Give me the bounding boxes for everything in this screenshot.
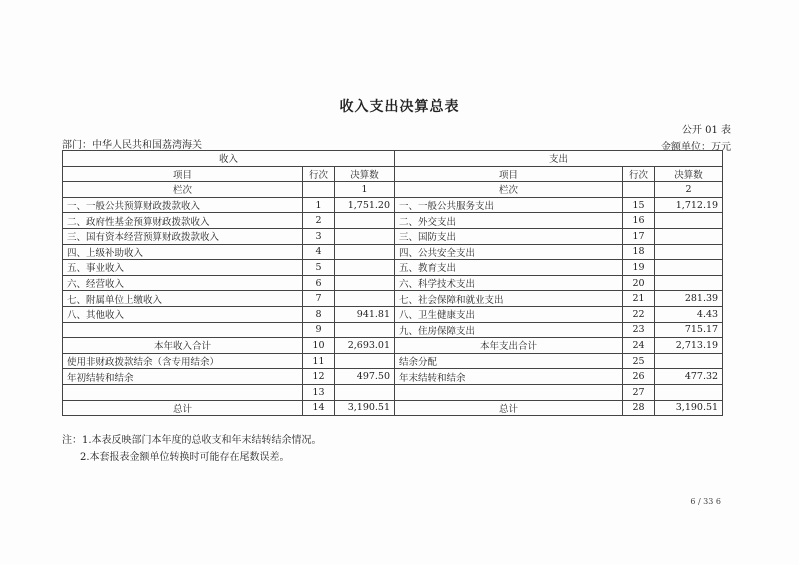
form-number: 公开 01 表 xyxy=(681,125,731,136)
income-amount-cell: 941.81 xyxy=(335,306,395,322)
table-row xyxy=(63,197,723,213)
expense-item-cell: 二、外交支出 xyxy=(395,213,623,229)
expense-amount-cell: 281.39 xyxy=(655,291,723,307)
table-row xyxy=(63,400,723,416)
income-item-cell: 总计 xyxy=(63,400,303,416)
table-row xyxy=(63,369,723,385)
table-row xyxy=(63,275,723,291)
expense-row-cell: 19 xyxy=(623,260,655,276)
expense-item-cell: 结余分配 xyxy=(395,353,623,369)
table-row xyxy=(63,322,723,338)
note-line-1: 注：1.本表反映部门本年度的总收支和年末结转结余情况。 xyxy=(62,435,322,446)
table-column-header-row xyxy=(63,166,723,182)
expense-item-cell: 一、一般公共服务支出 xyxy=(395,197,623,213)
income-row-cell: 14 xyxy=(303,400,335,416)
expense-amount-cell xyxy=(655,213,723,229)
notes xyxy=(62,432,322,466)
table-row xyxy=(63,384,723,400)
table-body xyxy=(63,197,723,415)
expense-amount-cell: 3,190.51 xyxy=(655,400,723,416)
table-row xyxy=(63,260,723,276)
income-row-cell: 11 xyxy=(303,353,335,369)
summary-table xyxy=(62,150,723,416)
expense-row-cell: 22 xyxy=(623,306,655,322)
income-index-number: 1 xyxy=(335,182,395,198)
table-row xyxy=(63,353,723,369)
expense-item-cell: 八、卫生健康支出 xyxy=(395,306,623,322)
income-amount-cell xyxy=(335,384,395,400)
amount-unit: 金额单位：万元 xyxy=(661,142,731,153)
income-amount-cell: 3,190.51 xyxy=(335,400,395,416)
income-item-cell: 八、其他收入 xyxy=(63,306,303,322)
income-row-header: 行次 xyxy=(303,166,335,182)
income-item-cell: 使用非财政拨款结余（含专用结余） xyxy=(63,353,303,369)
income-amount-cell: 1,751.20 xyxy=(335,197,395,213)
expense-amount-cell: 715.17 xyxy=(655,322,723,338)
income-amount-cell xyxy=(335,275,395,291)
department-label: 部门：中华人民共和国荔湾海关 xyxy=(62,140,202,151)
expense-amount-cell xyxy=(655,275,723,291)
page-title: 收入支出决算总表 xyxy=(339,99,460,115)
expense-row-cell: 24 xyxy=(623,338,655,354)
income-item-cell: 二、政府性基金预算财政拨款收入 xyxy=(63,213,303,229)
expense-row-cell: 20 xyxy=(623,275,655,291)
income-item-header: 项目 xyxy=(63,166,303,182)
expense-amount-cell xyxy=(655,244,723,260)
income-header: 收入 xyxy=(63,151,395,167)
table-row xyxy=(63,291,723,307)
expense-amount-cell xyxy=(655,260,723,276)
table-row xyxy=(63,306,723,322)
table-row xyxy=(63,338,723,354)
expense-row-cell: 26 xyxy=(623,369,655,385)
income-amount-cell xyxy=(335,228,395,244)
expense-header: 支出 xyxy=(395,151,723,167)
income-amount-cell xyxy=(335,244,395,260)
table-row xyxy=(63,244,723,260)
income-row-cell: 13 xyxy=(303,384,335,400)
expense-row-cell: 16 xyxy=(623,213,655,229)
income-item-cell: 三、国有资本经营预算财政拨款收入 xyxy=(63,228,303,244)
expense-amount-cell: 2,713.19 xyxy=(655,338,723,354)
income-amount-cell: 2,693.01 xyxy=(335,338,395,354)
expense-index-number: 2 xyxy=(655,182,723,198)
expense-row-cell: 18 xyxy=(623,244,655,260)
income-row-cell: 3 xyxy=(303,228,335,244)
expense-index-label: 栏次 xyxy=(395,182,623,198)
income-row-cell: 6 xyxy=(303,275,335,291)
page-number: 6 / 33 6 xyxy=(690,497,721,506)
income-row-cell: 10 xyxy=(303,338,335,354)
expense-amount-cell: 4.43 xyxy=(655,306,723,322)
income-item-cell: 四、上级补助收入 xyxy=(63,244,303,260)
income-amount-cell xyxy=(335,291,395,307)
income-item-cell: 七、附属单位上缴收入 xyxy=(63,291,303,307)
expense-amount-header: 决算数 xyxy=(655,166,723,182)
table-index-row xyxy=(63,182,723,198)
expense-item-cell: 六、科学技术支出 xyxy=(395,275,623,291)
expense-row-cell: 21 xyxy=(623,291,655,307)
expense-item-cell: 三、国防支出 xyxy=(395,228,623,244)
expense-row-cell: 15 xyxy=(623,197,655,213)
expense-item-cell: 本年支出合计 xyxy=(395,338,623,354)
income-item-cell: 五、事业收入 xyxy=(63,260,303,276)
expense-amount-cell: 477.32 xyxy=(655,369,723,385)
expense-amount-cell xyxy=(655,228,723,244)
expense-row-cell: 28 xyxy=(623,400,655,416)
income-row-cell: 9 xyxy=(303,322,335,338)
income-item-cell: 六、经营收入 xyxy=(63,275,303,291)
expense-item-cell xyxy=(395,384,623,400)
expense-item-cell: 年末结转和结余 xyxy=(395,369,623,385)
income-amount-cell xyxy=(335,260,395,276)
income-item-cell xyxy=(63,384,303,400)
note-line-2: 2.本套报表金额单位转换时可能存在尾数误差。 xyxy=(80,452,290,463)
income-item-cell: 本年收入合计 xyxy=(63,338,303,354)
expense-amount-cell xyxy=(655,353,723,369)
expense-row-cell: 25 xyxy=(623,353,655,369)
expense-item-cell: 九、住房保障支出 xyxy=(395,322,623,338)
income-amount-header: 决算数 xyxy=(335,166,395,182)
expense-row-cell: 17 xyxy=(623,228,655,244)
expense-item-cell: 七、社会保障和就业支出 xyxy=(395,291,623,307)
income-amount-cell xyxy=(335,353,395,369)
income-item-cell: 年初结转和结余 xyxy=(63,369,303,385)
expense-row-header: 行次 xyxy=(623,166,655,182)
expense-row-cell: 27 xyxy=(623,384,655,400)
income-index-label: 栏次 xyxy=(63,182,303,198)
income-amount-cell xyxy=(335,322,395,338)
income-row-cell: 8 xyxy=(303,306,335,322)
income-row-cell: 4 xyxy=(303,244,335,260)
expense-amount-cell xyxy=(655,384,723,400)
expense-item-cell: 四、公共安全支出 xyxy=(395,244,623,260)
income-item-cell: 一、一般公共预算财政拨款收入 xyxy=(63,197,303,213)
income-row-cell: 5 xyxy=(303,260,335,276)
expense-item-cell: 五、教育支出 xyxy=(395,260,623,276)
table-group-header-row xyxy=(63,151,723,167)
income-item-cell xyxy=(63,322,303,338)
expense-item-cell: 总计 xyxy=(395,400,623,416)
expense-index-blank xyxy=(623,182,655,198)
income-row-cell: 2 xyxy=(303,213,335,229)
expense-item-header: 项目 xyxy=(395,166,623,182)
income-amount-cell xyxy=(335,213,395,229)
income-row-cell: 12 xyxy=(303,369,335,385)
table-row xyxy=(63,228,723,244)
expense-amount-cell: 1,712.19 xyxy=(655,197,723,213)
income-row-cell: 1 xyxy=(303,197,335,213)
expense-row-cell: 23 xyxy=(623,322,655,338)
income-row-cell: 7 xyxy=(303,291,335,307)
income-index-blank xyxy=(303,182,335,198)
table-row xyxy=(63,213,723,229)
income-amount-cell: 497.50 xyxy=(335,369,395,385)
